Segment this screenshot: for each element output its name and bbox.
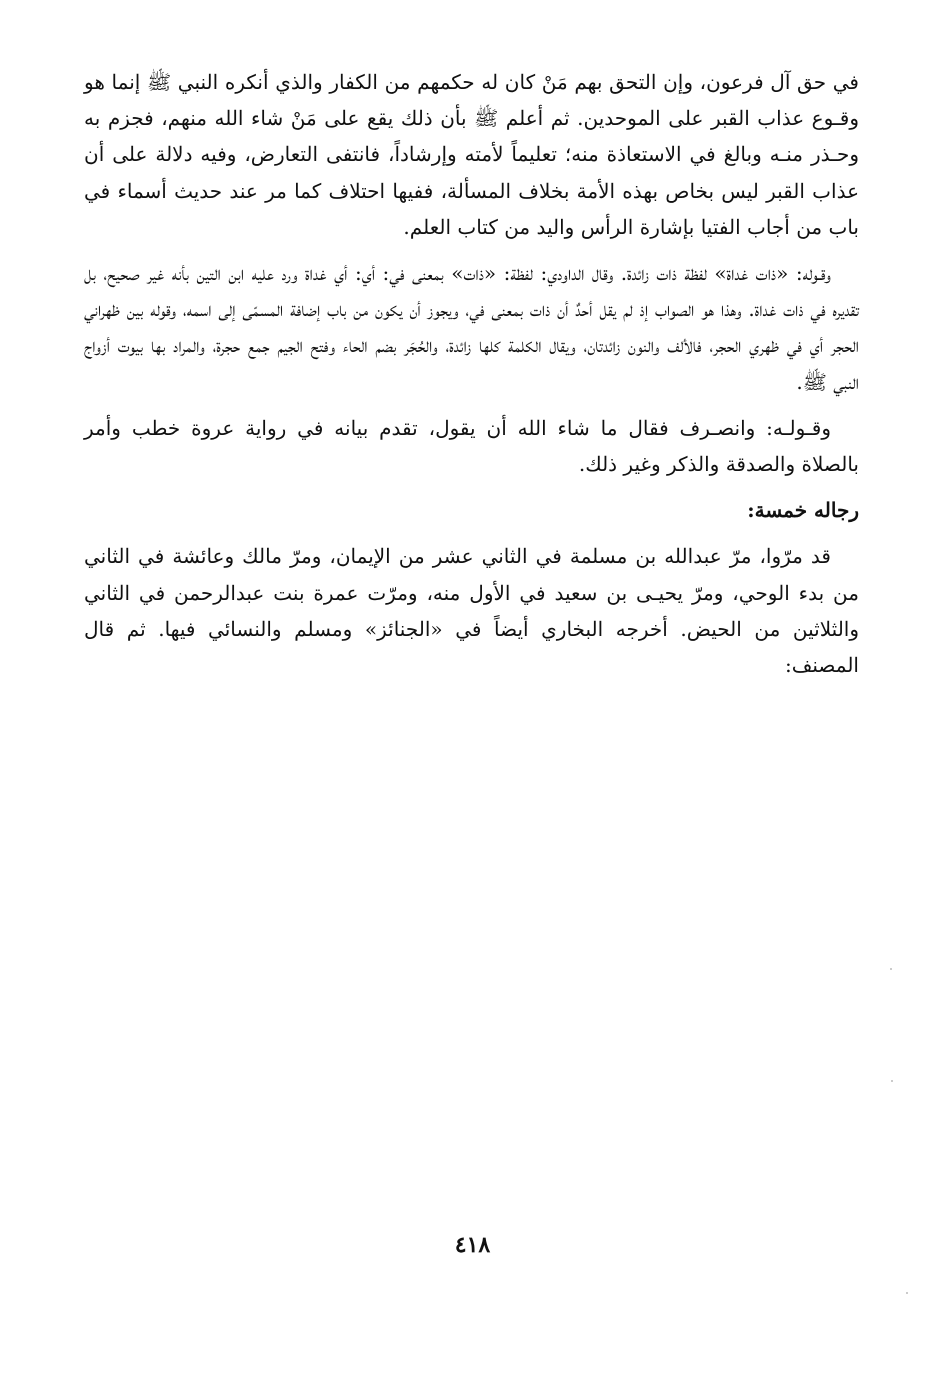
section-heading: رجاله خمسة: (747, 498, 859, 523)
paragraph-2: وقـوله: «ذات غداة» لفظة ذات زائدة. وقال الداودي: لفظة: «ذات» بمعنى في: أي: أي غداة ورد عليه ابن التين بأنه غير صحيح، بل تقديره في ذات غداة. وهذا هو الصواب إذ لم يقل أحدٌ أن ذات بمعنى في، ويجوز أن يكون من باب إضافة المسمّى إلى اسمه، وقوله بين ظهراني الحجر أي في ظهري الحجر، فالألف والنون زائدتان، ويقال الكلمة كلها زائدة، والحُجَر بضم الحاء وفتح الجيم جمع حجرة، والمراد بها بيوت أزواج النبي ﷺ. (84, 261, 859, 394)
page-text (84, 64, 859, 693)
paragraph-3: وقـولـه: وانصـرف فقال ما شاء الله أن يقول، تقدم بيانه في رواية عروة خطب وأمر بالصلاة والصدقة والذكر وغير ذلك. (84, 415, 859, 477)
paragraph-1: في حق آل فرعون، وإن التحق بهم مَنْ كان له حكمهم من الكفار والذي أنكره النبي ﷺ إنما هو وقـوع عذاب القبر على الموحدين. ثم أعلم ﷺ بأن ذلك يقع على مَنْ شاء الله منهم، فجزم به وحـذر منـه وبالغ في الاستعاذة منه؛ تعليماً لأمته وإرشاداً، فانتفى التعارض، وفيه دلالة على أن عذاب القبر ليس بخاص بهذه الأمة بخلاف المسألة، ففيها احتلاف كما مر عند حديث أسماء في باب من أجاب الفتيا بإشارة الرأس واليد من كتاب العلم. (84, 70, 859, 239)
section-paragraph: قد مرّوا، مرّ عبدالله بن مسلمة في الثاني عشر من الإيمان، ومرّ مالك وعائشة في الثاني من بدء الوحي، ومرّ يحيـى بن سعيد في الأول منه، ومرّت عمرة بنت عبدالرحمن في الثاني والثلاثين من الحيض. أخرجه البخاري أيضاً في «الجنائز» ومسلم والنسائي فيها. ثم قال المصنف: (84, 544, 859, 678)
page-number: ٤١٨ (454, 1232, 491, 1258)
